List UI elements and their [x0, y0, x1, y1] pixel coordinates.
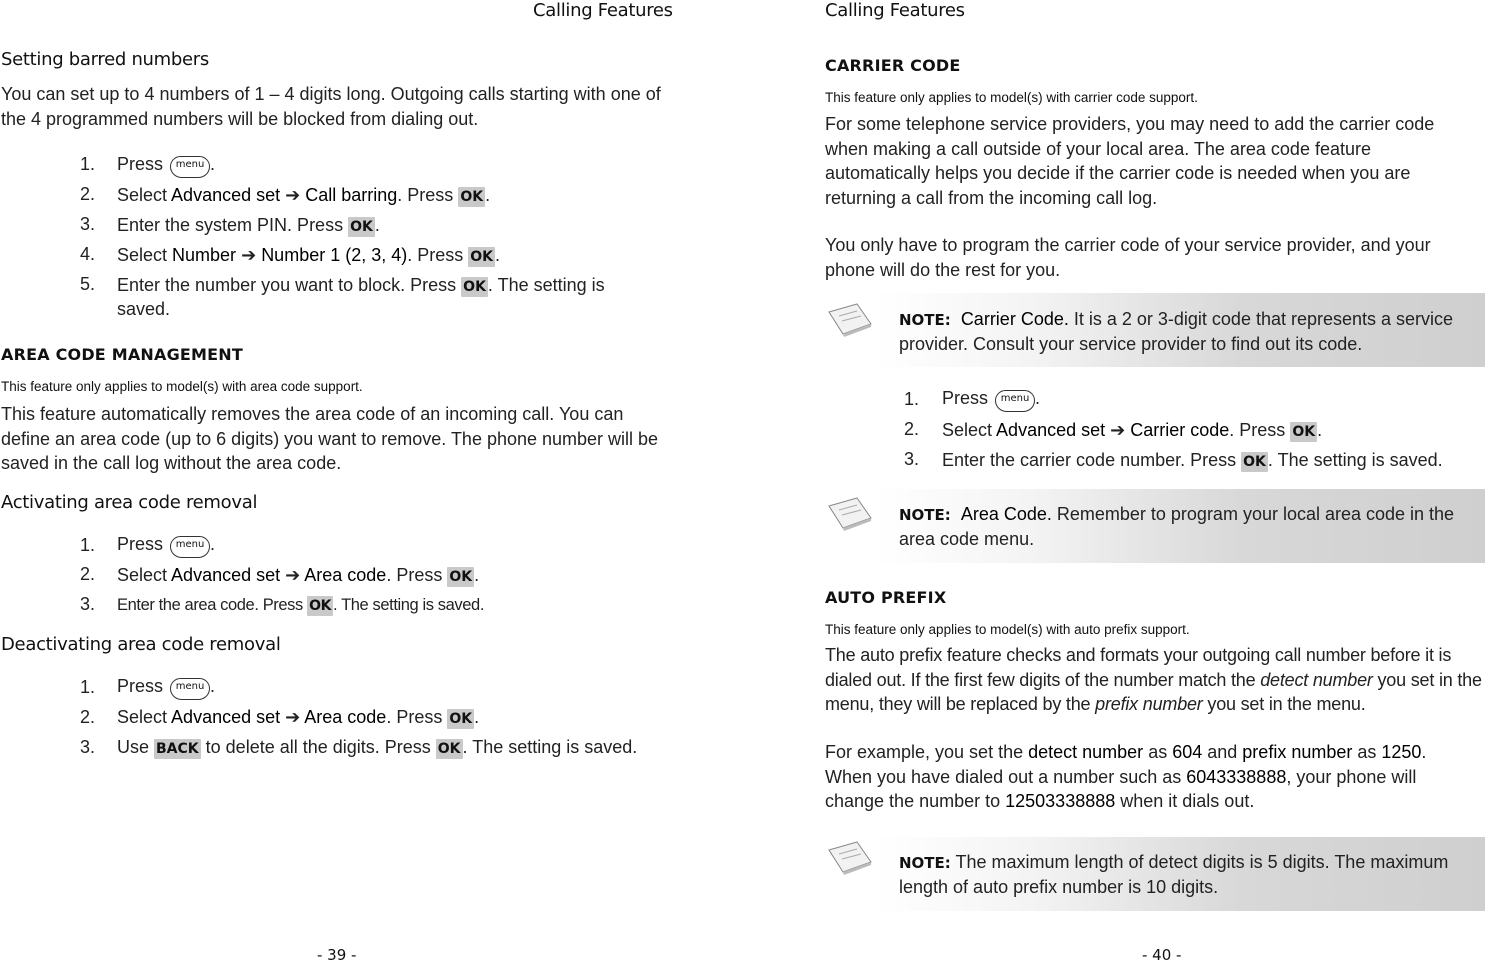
ok-key: OK: [309, 598, 332, 614]
step-number: 2.: [80, 707, 96, 727]
note-paper-icon: [827, 496, 873, 532]
step-2: Select Advanced set ➔ Carrier code. Press OK .: [942, 420, 1323, 441]
ok-key: OK: [463, 279, 486, 295]
arrow-right-icon: ➔: [241, 245, 257, 266]
section-title-activate: Activating area code removal: [1, 492, 258, 513]
ok-key: OK: [449, 711, 473, 727]
step-2: Select Advanced set ➔ Area code. Press OK .: [117, 565, 480, 586]
note-keyword: Carrier Code.: [960, 309, 1069, 329]
step-3: Use BACK to delete all the digits. Press OK . The setting is saved.: [117, 737, 638, 757]
page-header: Calling Features: [533, 0, 673, 21]
note-text-carrier: NOTE: Carrier Code. It is a 2 or 3-digit code that represents a service provider. Consult your service provider to find out its code.: [899, 309, 1454, 354]
ok-key: OK: [1243, 454, 1266, 470]
menu-path: Call barring: [305, 185, 398, 205]
menu-path: Number 1 (2, 3, 4): [261, 245, 408, 265]
step-1: [117, 152, 215, 178]
carrier-body-1: For some telephone service providers, you may need to add the carrier code when making a call outside of your local area. The area code feature automatically helps you decide if the carrier code is needed when you are returning a call from the incoming call log.: [825, 114, 1435, 208]
note-text-area-code: NOTE: Area Code. Remember to program your local area code in the area code menu.: [899, 504, 1455, 549]
menu-path: Advanced set: [171, 185, 281, 205]
italic-term: detect number: [1260, 669, 1373, 690]
step-number: 5.: [80, 274, 96, 294]
carrier-body-2: You only have to program the carrier code of your service provider, and your phone will do the rest for you.: [825, 235, 1431, 280]
section-title-carrier: CARRIER CODE: [825, 56, 961, 75]
section-title-area-code: AREA CODE MANAGEMENT: [1, 345, 244, 364]
step-5-cont: saved.: [117, 299, 171, 319]
menu-path: Number: [172, 245, 237, 265]
menu-key-icon: menu: [995, 390, 1035, 412]
auto-prefix-example: For example, you set the detect number as 604 and prefix number as 1250. When you have dialed out a number such as 6043338888, your phone will change the number to 12503338888 when it dials out.: [825, 742, 1427, 811]
step-number: 3.: [80, 214, 96, 234]
step-2: Select Advanced set ➔ Call barring. Press OK .: [117, 185, 491, 206]
note-paper-icon: [827, 302, 873, 338]
note-text-auto-prefix: NOTE: The maximum length of detect digits is 5 digits. The maximum length of auto prefix number is 10 digits.: [899, 852, 1449, 897]
page-39: [0, 0, 700, 962]
section-title-auto-prefix: AUTO PREFIX: [825, 588, 947, 607]
ok-key: OK: [460, 189, 484, 205]
menu-path: Area code: [304, 565, 387, 585]
step-number: 4.: [80, 244, 96, 264]
auto-prefix-body-1: The auto prefix feature checks and formats your outgoing call number before it is dialed out. If the first few digits of the number match the detect number you set in the menu, they will be replaced by the prefix number you set in the menu.: [825, 645, 1482, 714]
menu-path: Area code: [304, 707, 387, 727]
page-40: [825, 0, 1485, 962]
note-keyword: Area Code.: [960, 504, 1052, 524]
step-number: 1.: [904, 389, 920, 409]
italic-term: prefix number: [1095, 694, 1203, 714]
arrow-right-icon: ➔: [1110, 420, 1126, 441]
step-3: Enter the carrier code number. Press OK . The setting is saved.: [942, 450, 1443, 470]
step-number: 1.: [80, 154, 96, 174]
menu-path: Advanced set: [996, 420, 1106, 440]
area-code-note: This feature only applies to model(s) with area code support.: [1, 379, 363, 394]
arrow-right-icon: ➔: [285, 707, 301, 728]
step-number: 3.: [904, 449, 920, 469]
ok-key: OK: [449, 569, 473, 585]
step-number: 3.: [80, 594, 96, 614]
page-header: Calling Features: [825, 0, 965, 21]
step-1: Press menu .: [117, 532, 215, 558]
ok-key: OK: [1292, 424, 1316, 440]
menu-path: Advanced set: [171, 565, 281, 585]
auto-prefix-note: This feature only applies to model(s) with auto prefix support.: [825, 622, 1190, 637]
step-1: Press menu .: [117, 674, 215, 700]
arrow-right-icon: ➔: [285, 565, 301, 586]
menu-path: Advanced set: [171, 707, 281, 727]
note-label: NOTE:: [899, 506, 951, 524]
step-number: 2.: [80, 184, 96, 204]
step-2: Select Advanced set ➔ Area code. Press OK .: [117, 707, 480, 728]
step-text: Press: [117, 154, 169, 174]
barred-intro: You can set up to 4 numbers of 1 – 4 digits long. Outgoing calls starting with one of the 4 programmed numbers will be blocked from dialing out.: [1, 84, 661, 129]
note-paper-icon: [827, 840, 873, 876]
menu-key-icon: menu: [170, 678, 210, 700]
step-number: 1.: [80, 535, 96, 555]
step-5: Enter the number you want to block. Press OK . The setting is: [117, 275, 605, 295]
step-number: 2.: [80, 564, 96, 584]
step-number: 2.: [904, 419, 920, 439]
note-label: NOTE:: [899, 854, 951, 872]
page-number: - 40 -: [1142, 946, 1182, 964]
arrow-right-icon: ➔: [285, 185, 301, 206]
page-number: - 39 -: [317, 946, 357, 964]
menu-path: Carrier code: [1130, 420, 1230, 440]
note-label: NOTE:: [899, 311, 951, 329]
step-number: 1.: [80, 677, 96, 697]
section-title-barred: Setting barred numbers: [1, 49, 209, 70]
step-3: Enter the area code. Press OK . The setting is saved.: [117, 596, 485, 614]
ok-key: OK: [350, 219, 373, 235]
back-key: BACK: [156, 741, 199, 757]
menu-key-icon: menu: [170, 536, 210, 558]
ok-key: OK: [470, 249, 494, 265]
carrier-note: This feature only applies to model(s) with carrier code support.: [825, 90, 1198, 105]
menu-key-icon: menu: [170, 156, 210, 178]
step-4: Select Number ➔ Number 1 (2, 3, 4). Press OK .: [117, 245, 501, 266]
step-3: Enter the system PIN. Press OK .: [117, 215, 380, 235]
step-1: Press menu .: [942, 386, 1040, 412]
step-number: 3.: [80, 737, 96, 757]
step-text: .: [210, 154, 216, 174]
section-title-deactivate: Deactivating area code removal: [1, 634, 281, 655]
area-code-body: This feature automatically removes the area code of an incoming call. You can define an area code (up to 6 digits) you want to remove. The phone number will be saved in the call log without the area code.: [1, 404, 659, 473]
ok-key: OK: [437, 741, 461, 757]
